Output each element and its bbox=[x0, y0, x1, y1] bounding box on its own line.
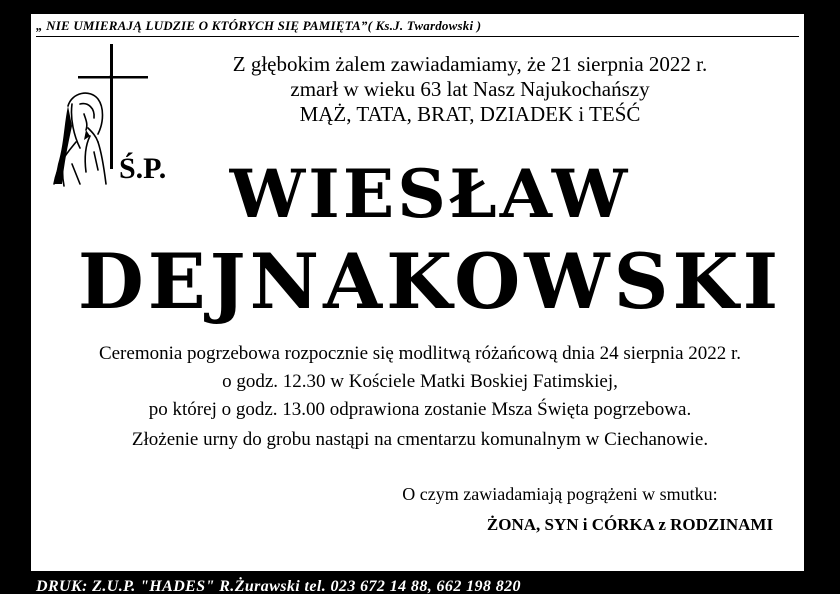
ceremony-line-4: Złożenie urny do grobu nastąpi na cmentarzu komunalnym w Ciechanowie. bbox=[131, 429, 709, 450]
mourners-intro: O czym zawiadamiają pogrążeni w smutku: bbox=[402, 484, 718, 504]
printer-footer: DRUK: Z.U.P. "HADES" R.Żurawski tel. 023 672 14 88, 662 198 820 bbox=[36, 578, 521, 595]
motto-quote: „ NIE UMIERAJĄ LUDZIE O KTÓRYCH SIĘ PAMIĘTA”( Ks.J. Twardowski ) bbox=[36, 18, 482, 33]
intro-line-1: Z głębokim żalem zawiadamiamy, że 21 sierpnia 2022 r. bbox=[232, 52, 708, 76]
ceremony-line-1: Ceremonia pogrzebowa rozpocznie się modlitwą różańcową dnia 24 sierpnia 2022 r. bbox=[98, 343, 742, 364]
deceased-first-name: WIESŁAW bbox=[229, 155, 631, 233]
intro-line-2: zmarł w wieku 63 lat Nasz Najukochańszy bbox=[290, 77, 650, 101]
family-signature: ŻONA, SYN i CÓRKA z RODZINAMI bbox=[486, 515, 774, 534]
intro-line-3: MĄŻ, TATA, BRAT, DZIADEK i TEŚĆ bbox=[299, 102, 641, 126]
sp-abbreviation: Ś.P. bbox=[119, 152, 167, 185]
divider-line bbox=[36, 36, 799, 37]
deceased-last-name: DEJNAKOWSKI bbox=[77, 237, 783, 326]
ceremony-line-2: o godz. 12.30 w Kościele Matki Boskiej Fatimskiej, bbox=[222, 371, 618, 392]
ceremony-line-3: po której o godz. 13.00 odprawiona zostanie Msza Święta pogrzebowa. bbox=[148, 399, 692, 420]
